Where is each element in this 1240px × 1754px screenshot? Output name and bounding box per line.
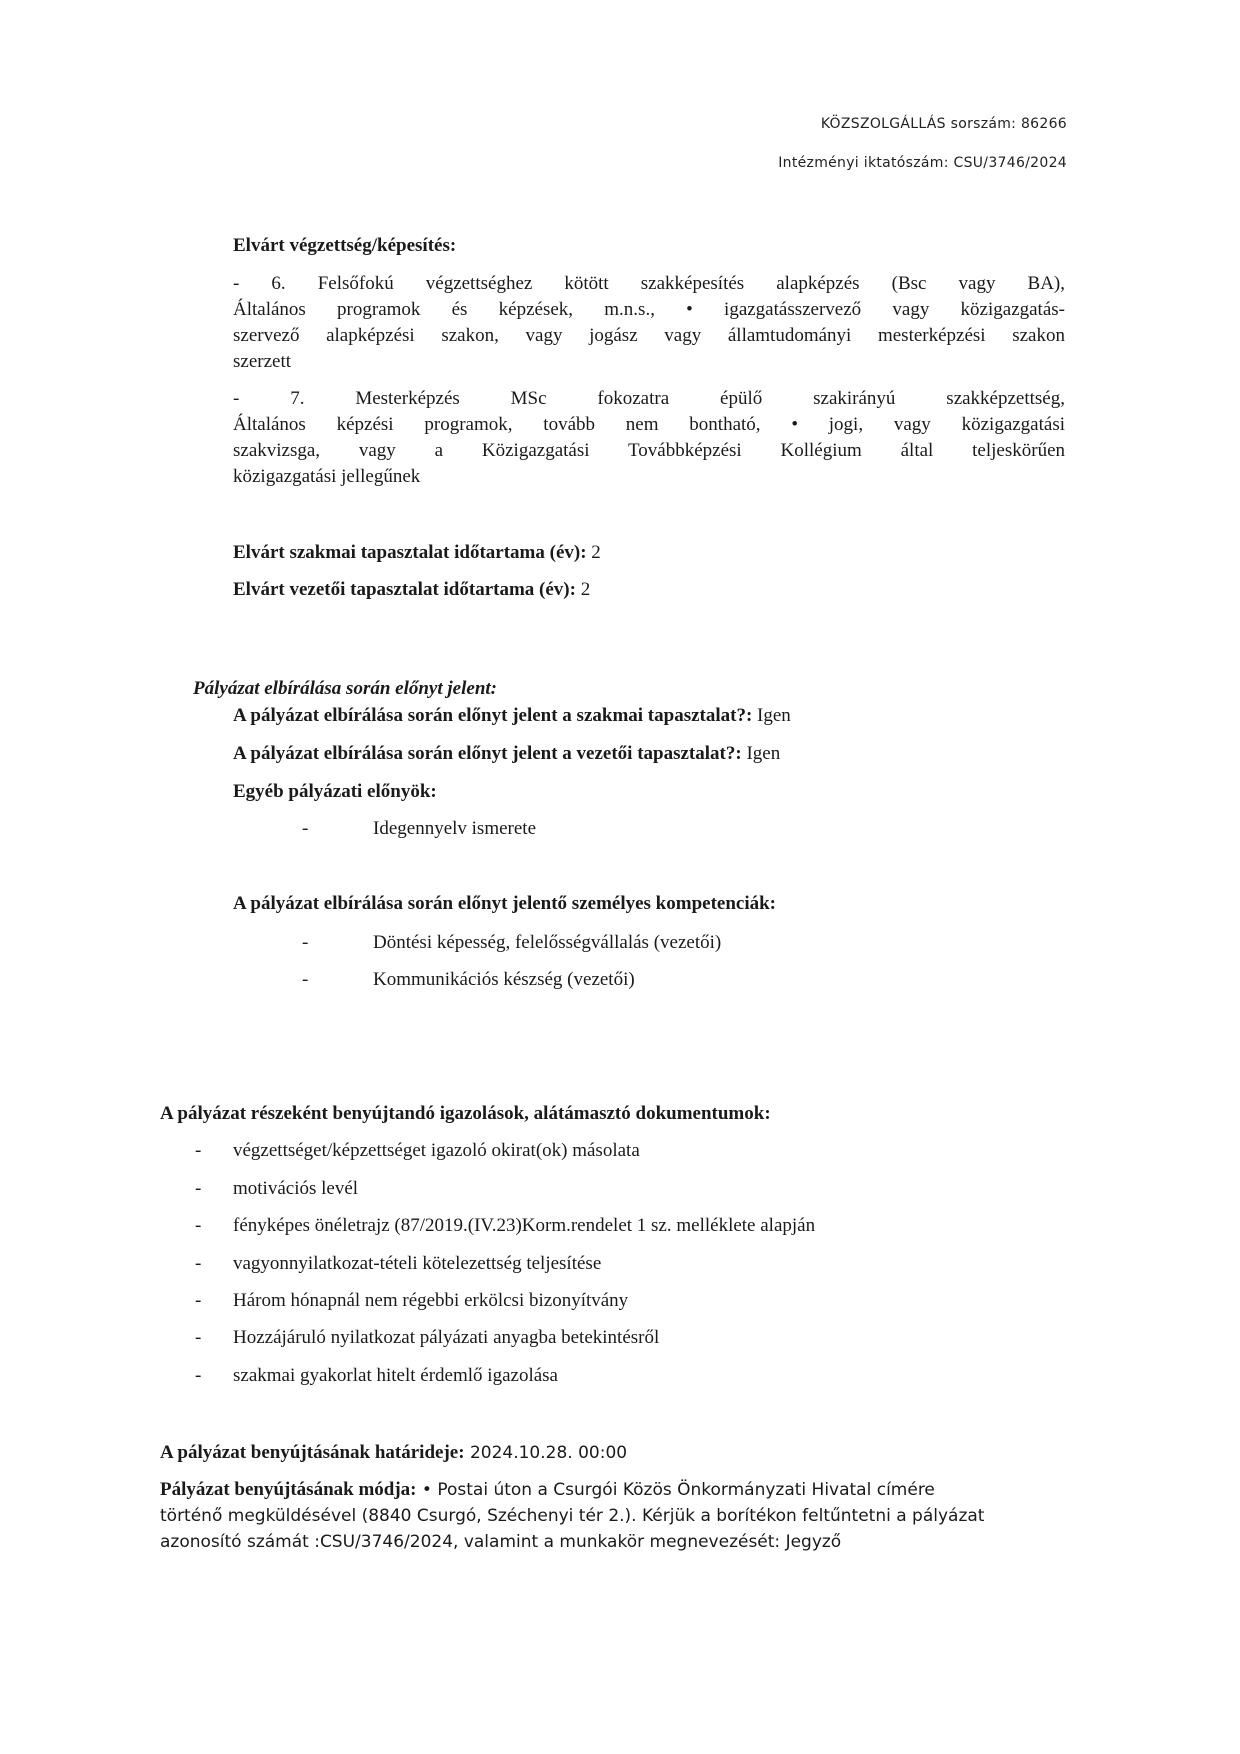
professional-experience [233,540,601,566]
education-item-6-line: Általános programok és képzések, m.n.s., • igazgatásszervező vagy közigazgatás- [233,299,1065,320]
advantage-question-label: A pályázat elbírálása során előnyt jelent a vezetői tapasztalat?: [233,743,742,764]
list-dash: - [195,1327,202,1348]
advantages-title: Pályázat elbírálása során előnyt jelent: [193,678,497,699]
list-dash: - [195,1215,202,1236]
list-dash: - [195,1253,202,1274]
advantage-question-label: A pályázat elbírálása során előnyt jelent a szakmai tapasztalat?: [233,705,753,726]
sequence-number: KÖZSZOLGÁLLÁS sorszám: 86266 [820,116,1067,132]
document-item: motivációs levél [233,1178,359,1199]
list-dash: - [195,1290,202,1311]
submission-method-text: azonosító számát :CSU/3746/2024, valamint a munkakör megnevezését: Jegyző [160,1532,842,1552]
advantage-question-value: Igen [741,743,781,764]
professional-experience-value: 2 [586,542,601,563]
list-dash: - [195,1178,202,1199]
documents-title: A pályázat részeként benyújtandó igazolások, alátámasztó dokumentumok: [160,1103,771,1124]
competency-item: Döntési képesség, felelősségvállalás (vezetői) [373,932,722,953]
education-item-7-line: közigazgatási jellegűnek [233,466,421,487]
list-dash: - [195,1140,202,1161]
list-dash: - [302,969,309,990]
list-dash: - [302,932,309,953]
education-item-6-line: szervező alapképzési szakon, vagy jogász vagy államtudományi mesterképzési szakon [233,325,1065,346]
advantage-question-value: Igen [752,705,791,726]
list-dash: - [195,1365,202,1386]
document-item: Három hónapnál nem régebbi erkölcsi bizonyítvány [233,1290,629,1311]
submission-method-label: Pályázat benyújtásának módja: [160,1479,417,1500]
document-item: végzettséget/képzettséget igazoló okirat(ok) másolata [233,1140,640,1161]
advantage-question-professional [233,703,791,729]
list-dash: - [302,818,309,839]
advantage-question-leadership [233,741,780,767]
education-item-7 [233,386,1065,490]
education-item-7-line: szakvizsga, vagy a Közigazgatási Továbbképzési Kollégium által teljeskörűen [233,440,1065,461]
education-item-6-line: szerzett [233,351,292,372]
leadership-experience-label: Elvárt vezetői tapasztalat időtartama (év): [233,579,576,600]
leadership-experience [233,577,590,603]
other-advantages-title: Egyéb pályázati előnyök: [233,781,437,802]
document-item: fényképes önéletrajz (87/2019.(IV.23)Korm.rendelet 1 sz. melléklete alapján [233,1215,816,1236]
submission-method-line [160,1477,1065,1503]
document-item: szakmai gyakorlat hitelt érdemlő igazolása [233,1365,558,1386]
leadership-experience-value: 2 [575,579,591,600]
education-item-6-line: - 6. Felsőfokú végzettséghez kötött szakképesítés alapképzés (Bsc vagy BA), [233,273,1065,294]
other-advantage-item: Idegennyelv ismerete [373,818,537,839]
submission-method-text: történő megküldésével (8840 Csurgó, Széchenyi tér 2.). Kérjük a borítékon feltűntetni a pályázat [160,1506,985,1526]
submission-method-text: • Postai úton a Csurgói Közös Önkormányzati Hivatal címére [416,1480,935,1500]
submission-deadline [160,1440,627,1466]
submission-deadline-label: A pályázat benyújtásának határideje: [160,1442,465,1463]
competency-item: Kommunikációs készség (vezetői) [373,969,635,990]
education-title: Elvárt végzettség/képesítés: [233,235,457,256]
submission-deadline-value: 2024.10.28. 00:00 [464,1443,628,1463]
competencies-title: A pályázat elbírálása során előnyt jelentő személyes kompetenciák: [233,893,777,914]
education-item-6 [233,271,1065,375]
document-item: Hozzájáruló nyilatkozat pályázati anyagba betekintésről [233,1327,660,1348]
education-item-7-line: Általános képzési programok, tovább nem bontható, • jogi, vagy közigazgatási [233,414,1065,435]
registry-number: Intézményi iktatószám: CSU/3746/2024 [778,155,1067,171]
document-item: vagyonnyilatkozat-tételi kötelezettség teljesítése [233,1253,602,1274]
education-item-7-line: - 7. Mesterképzés MSc fokozatra épülő szakirányú szakképzettség, [233,388,1065,409]
professional-experience-label: Elvárt szakmai tapasztalat időtartama (év): [233,542,587,563]
submission-method [160,1477,1065,1555]
